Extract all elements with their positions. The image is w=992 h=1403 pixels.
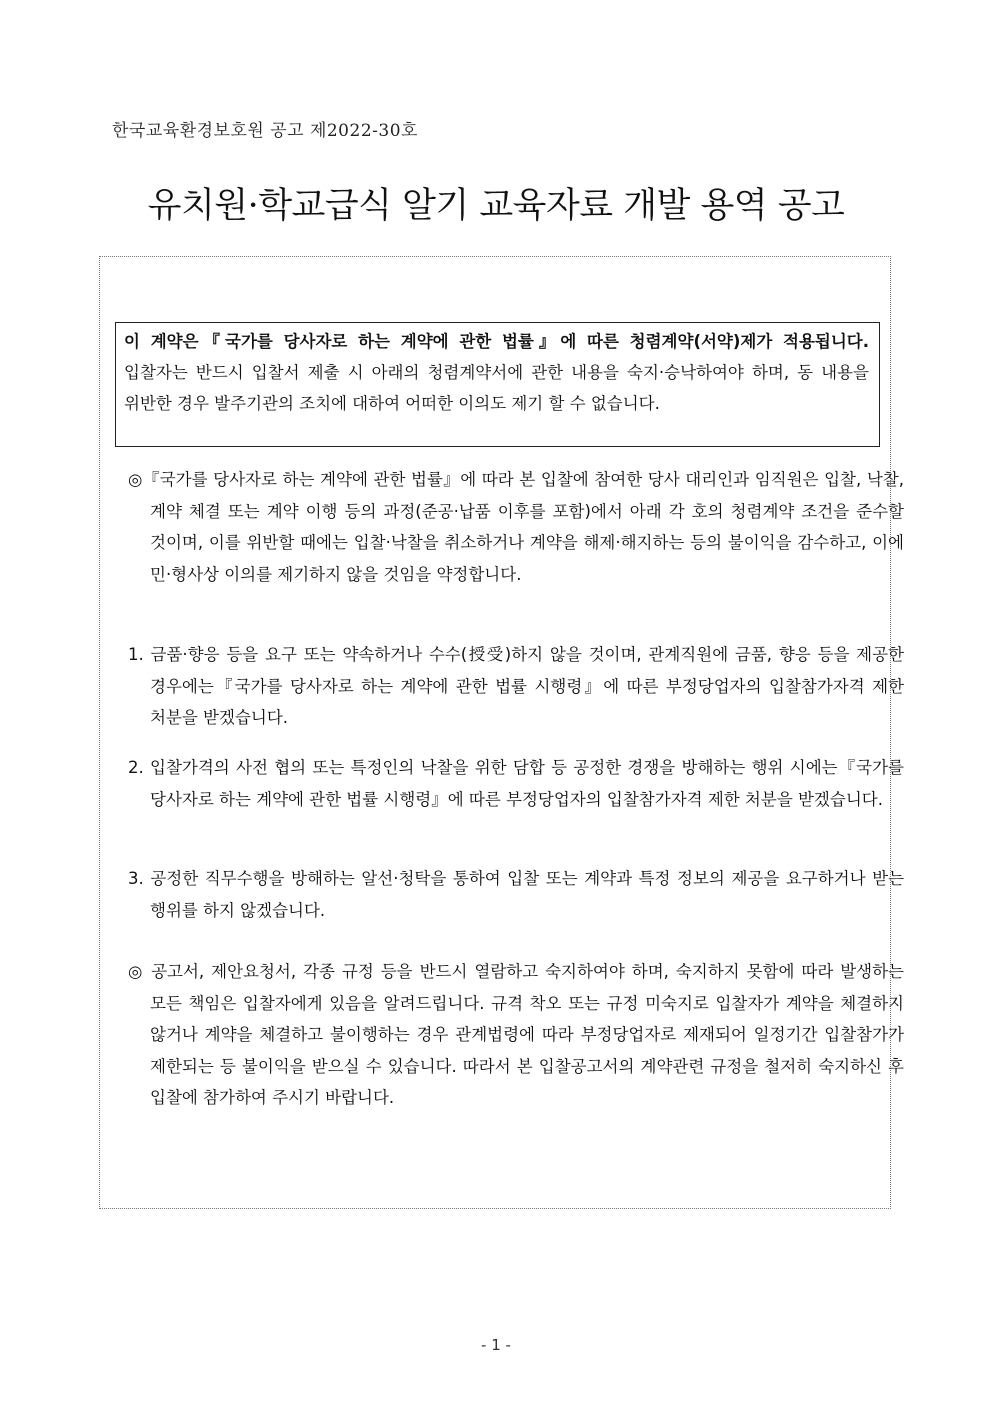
integrity-notice-bold: 이 계약은『국가를 당사자로 하는 계약에 관한 법률』에 따른 청렴계약(서약)제가 적용됩니다. — [124, 332, 869, 351]
pledge-item-number: 3. — [128, 869, 144, 888]
document-title: 유치원·학교급식 알기 교육자료 개발 용역 공고 — [147, 186, 845, 226]
page-number: - 1 - — [481, 1336, 511, 1354]
pledge-item-text: 금품·향응 등을 요구 또는 약속하거나 수수(授受)하지 않을 것이며, 관계직원에 금품, 향응 등을 제공한 경우에는『국가를 당사자로 하는 계약에 관한 법률 시행령』에 따른 부정당업자의 입찰참가자격 제한 처분을 받겠습니다. — [150, 645, 904, 727]
pledge-item-text: 공정한 직무수행을 방해하는 알선·청탁을 통하여 입찰 또는 계약과 특정 정보의 제공을 요구하거나 받는 행위를 하지 않겠습니다. — [150, 869, 905, 920]
pledge-item-number: 2. — [128, 758, 144, 777]
pledge-item-text: 입찰가격의 사전 협의 또는 특정인의 낙찰을 위한 담합 등 공정한 경쟁을 방해하는 행위 시에는『국가를 당사자로 하는 계약에 관한 법률 시행령』에 따른 부정당업자의 입찰참가자격 제한 처분을 받겠습니다. — [150, 758, 904, 809]
pledge-item-1 — [128, 639, 904, 734]
pledge-item-number: 1. — [128, 645, 144, 664]
closing-notice-marker: ◎ — [128, 962, 145, 981]
pledge-intro-text: 『국가를 당사자로 하는 계약에 관한 법률』에 따라 본 입찰에 참여한 당사 대리인과 임직원은 입찰, 낙찰, 계약 체결 또는 계약 이행 등의 과정(준공·납품 이후를 포함)에서 아래 각 호의 청렴계약 조건을 준수할 것이며, 이를 위반할 때에는 입찰·낙찰을 취소하거나 계약을 해제·해지하는 등의 불이익을 감수하고, 이에 민·형사상 이의를 제기하지 않을 것임을 약정합니다. — [142, 470, 904, 584]
pledge-item-3 — [128, 863, 904, 926]
pledge-intro-marker: ◎ — [128, 470, 143, 489]
closing-notice-paragraph — [128, 956, 904, 1114]
pledge-intro-paragraph — [128, 464, 904, 590]
closing-notice-text: 공고서, 제안요청서, 각종 규정 등을 반드시 열람하고 숙지하여야 하며, 숙지하지 못함에 따라 발생하는 모든 책임은 입찰자에게 있음을 알려드립니다. 규격 착오 또는 규정 미숙지로 입찰자가 계약을 체결하지 않거나 계약을 체결하고 불이행하는 경우 관계법령에 따라 부정당업자로 제재되어 일정기간 입찰참가가 제한되는 등 불이익을 받으실 수 있습니다. 따라서 본 입찰공고서의 계약관련 규정을 철저히 숙지하신 후 입찰에 참가하여 주시기 바랍니다. — [150, 962, 904, 1107]
integrity-notice-box — [115, 322, 880, 447]
document-number: 한국교육환경보호원 공고 제2022-30호 — [112, 121, 418, 141]
integrity-notice-body: 입찰자는 반드시 입찰서 제출 시 아래의 청렴계약서에 관한 내용을 숙지·승낙하여야 하며, 동 내용을 위반한 경우 발주기관의 조치에 대하여 어떠한 이의도 제기 할 수 없습니다. — [124, 363, 869, 413]
integrity-notice-text — [124, 326, 869, 419]
pledge-item-2 — [128, 752, 904, 815]
